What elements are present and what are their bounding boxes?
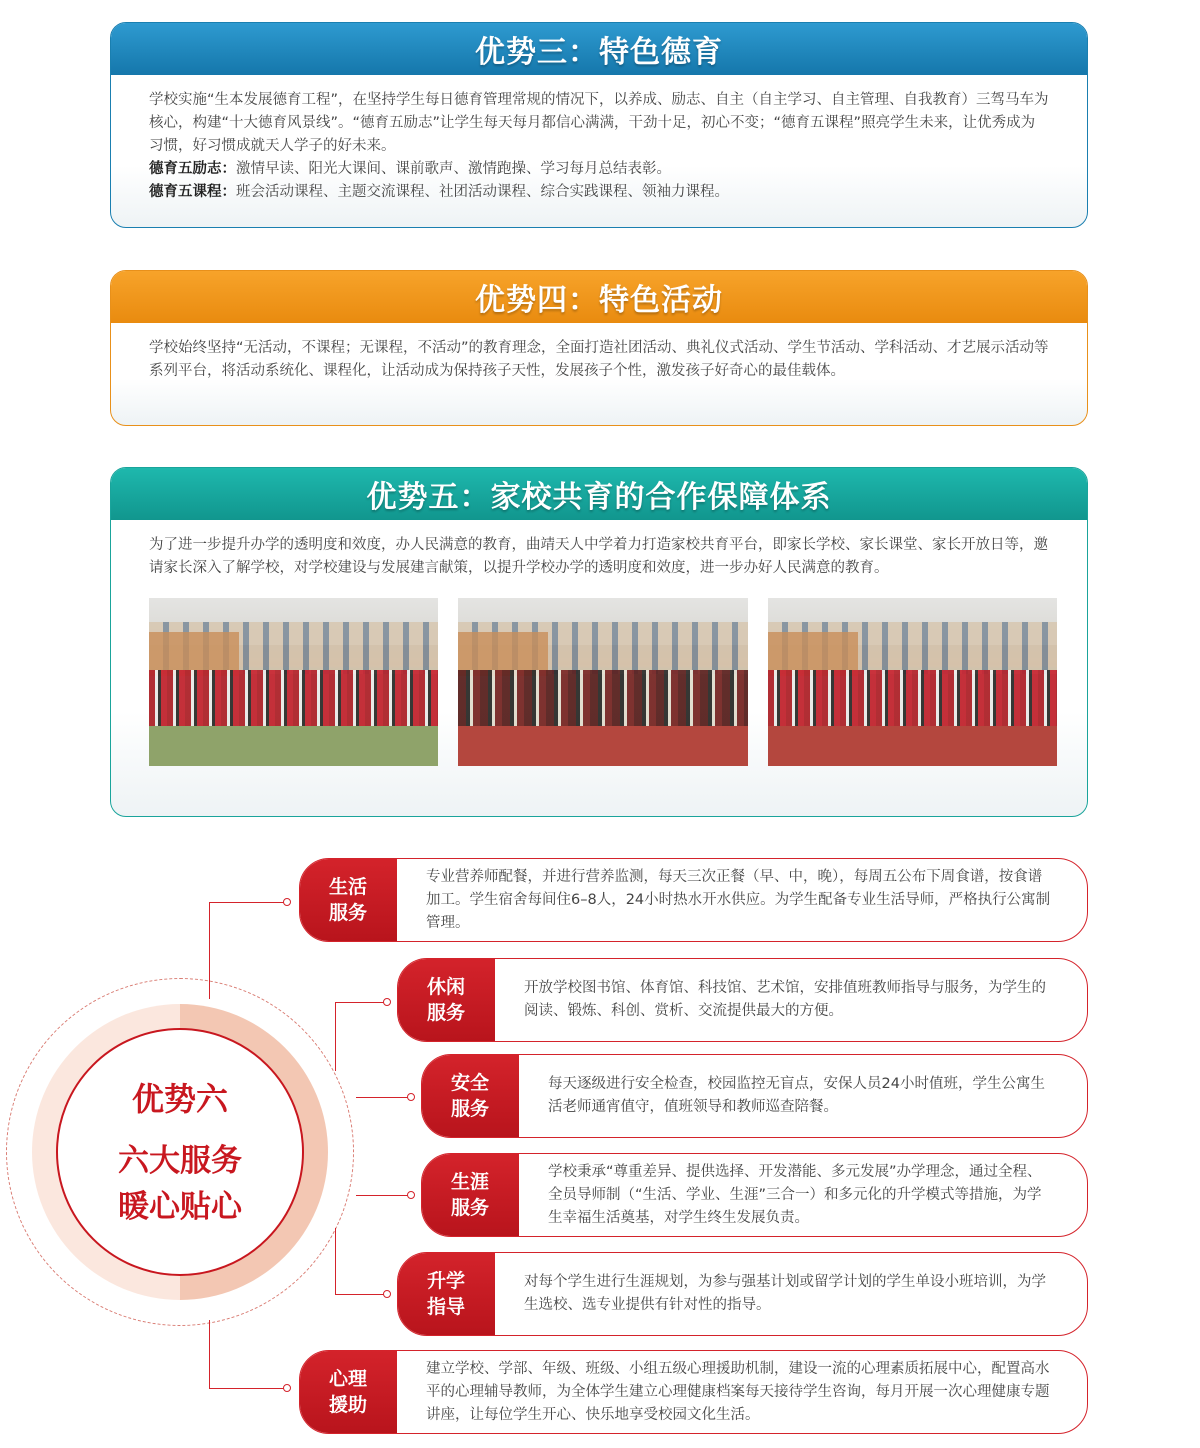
advantage4-title: 优势四：特色活动 [111, 271, 1087, 323]
connector-dot [383, 1290, 391, 1298]
activity-photos [111, 580, 1087, 766]
service-career [421, 1153, 1088, 1237]
advantage5-title: 优势五：家校共育的合作保障体系 [111, 468, 1087, 520]
advantage3-card [110, 22, 1088, 228]
service-safety [421, 1054, 1088, 1138]
advantage5-paragraph: 为了进一步提升办学的透明度和效度，办人民满意的教育，曲靖天人中学着力打造家校共育平台，即家长学校、家长课堂、家长开放日等，邀请家长深入了解学校，对学校建设与发展建言献策，以提升学校办学的透明度和效度，进一步办好人民满意的教育。 [149, 537, 1048, 576]
connector-dot [283, 1384, 291, 1392]
service-psychology [299, 1350, 1088, 1434]
advantage3-paragraph: 学校实施“生本发展德育工程”，在坚持学生每日德育管理常规的情况下，以养成、励志、自主（自主学习、自主管理、自我教育）三驾马车为核心，构建“十大德育风景线”。“德育五励志”让学生每天每月都信心满满，干劲十足，初心不变；“德育五课程”照亮学生未来，让优秀成为习惯，好习惯成就天人学子的好未来。 [149, 92, 1049, 154]
advantage4-card [110, 270, 1088, 426]
advantage6-title-line3: 暖心贴心 [118, 1189, 242, 1225]
advantage3-line2-label: 德育五课程： [149, 184, 236, 200]
advantage3-line2 [149, 181, 1049, 204]
service-leisure [397, 958, 1088, 1042]
connector-dot [283, 898, 291, 906]
service-life-label: 生活 服务 [299, 858, 397, 942]
service-life-text: 专业营养师配餐，并进行营养监测，每天三次正餐（早、中，晚），每周五公布下周食谱，按食谱加工。学生宿舍每间住6–8人，24小时热水开水供应。为学生配备专业生活导师，严格执行公寓制管理。 [426, 868, 1051, 931]
advantage5-card [110, 467, 1088, 817]
service-admission-text: 对每个学生进行生涯规划，为参与强基计划或留学计划的学生单设小班培训，为学生选校、选专业提供有针对性的指导。 [524, 1274, 1046, 1313]
service-psychology-label: 心理 援助 [299, 1350, 397, 1434]
service-leisure-text: 开放学校图书馆、体育馆、科技馆、艺术馆，安排值班教师指导与服务，为学生的阅读、锻炼、科创、赏析、交流提供最大的方便。 [524, 980, 1046, 1019]
advantage3-line2-text: 班会活动课程、主题交流课程、社团活动课程、综合实践课程、领袖力课程。 [236, 184, 729, 200]
connector-line [335, 1002, 388, 1071]
connector-line [356, 1097, 410, 1098]
connector-line [356, 1195, 410, 1196]
advantage3-line1 [149, 158, 1049, 181]
advantage6-badge [56, 1028, 304, 1276]
connector-line [209, 1320, 288, 1389]
service-admission [397, 1252, 1088, 1336]
activity-photo-lantern-performance [149, 598, 438, 766]
advantage4-paragraph: 学校始终坚持“无活动，不课程；无课程，不活动”的教育理念，全面打造社团活动、典礼仪式活动、学生节活动、学科活动、才艺展示活动等系列平台，将活动系统化、课程化，让活动成为保持孩子天性，发展孩子个性，激发孩子好奇心的最佳载体。 [149, 340, 1049, 379]
service-admission-label: 升学 指导 [397, 1252, 495, 1336]
connector-dot [407, 1191, 415, 1199]
service-leisure-label: 休闲 服务 [397, 958, 495, 1042]
service-career-label: 生涯 服务 [421, 1153, 519, 1237]
advantage3-line1-label: 德育五励志： [149, 161, 236, 177]
service-safety-text: 每天逐级进行安全检查，校园监控无盲点，安保人员24小时值班，学生公寓生活老师通宵值守，值班领导和教师巡查陪餐。 [548, 1076, 1045, 1115]
service-career-text: 学校秉承“尊重差异、提供选择、开发潜能、多元发展”办学理念，通过全程、全员导师制（“生活、学业、生涯”三合一）和多元化的升学模式等措施，为学生幸福生活奠基，对学生终生发展负责。 [548, 1163, 1042, 1226]
advantage3-line1-text: 激情早读、阳光大课间、课前歌声、激情跑操、学习每月总结表彰。 [236, 161, 671, 177]
advantage4-body [111, 323, 1087, 383]
advantage3-body [111, 75, 1087, 204]
activity-photo-field-assembly [768, 598, 1057, 766]
advantage6-section [0, 840, 1200, 1448]
activity-photo-ceremony [458, 598, 747, 766]
service-life [299, 858, 1088, 942]
service-safety-label: 安全 服务 [421, 1054, 519, 1138]
connector-dot [407, 1093, 415, 1101]
advantage5-body [111, 520, 1087, 580]
advantage6-title-line1: 优势六 [131, 1080, 228, 1118]
advantage3-title: 优势三：特色德育 [111, 23, 1087, 75]
advantage6-title-line2: 六大服务 [118, 1143, 242, 1179]
service-psychology-text: 建立学校、学部、年级、班级、小组五级心理援助机制，建设一流的心理素质拓展中心，配置高水平的心理辅导教师，为全体学生建立心理健康档案每天接待学生咨询，每月开展一次心理健康专题讲座，让每位学生开心、快乐地享受校园文化生活。 [426, 1360, 1050, 1423]
connector-line [209, 902, 288, 999]
connector-dot [383, 998, 391, 1006]
connector-line [335, 1228, 388, 1295]
